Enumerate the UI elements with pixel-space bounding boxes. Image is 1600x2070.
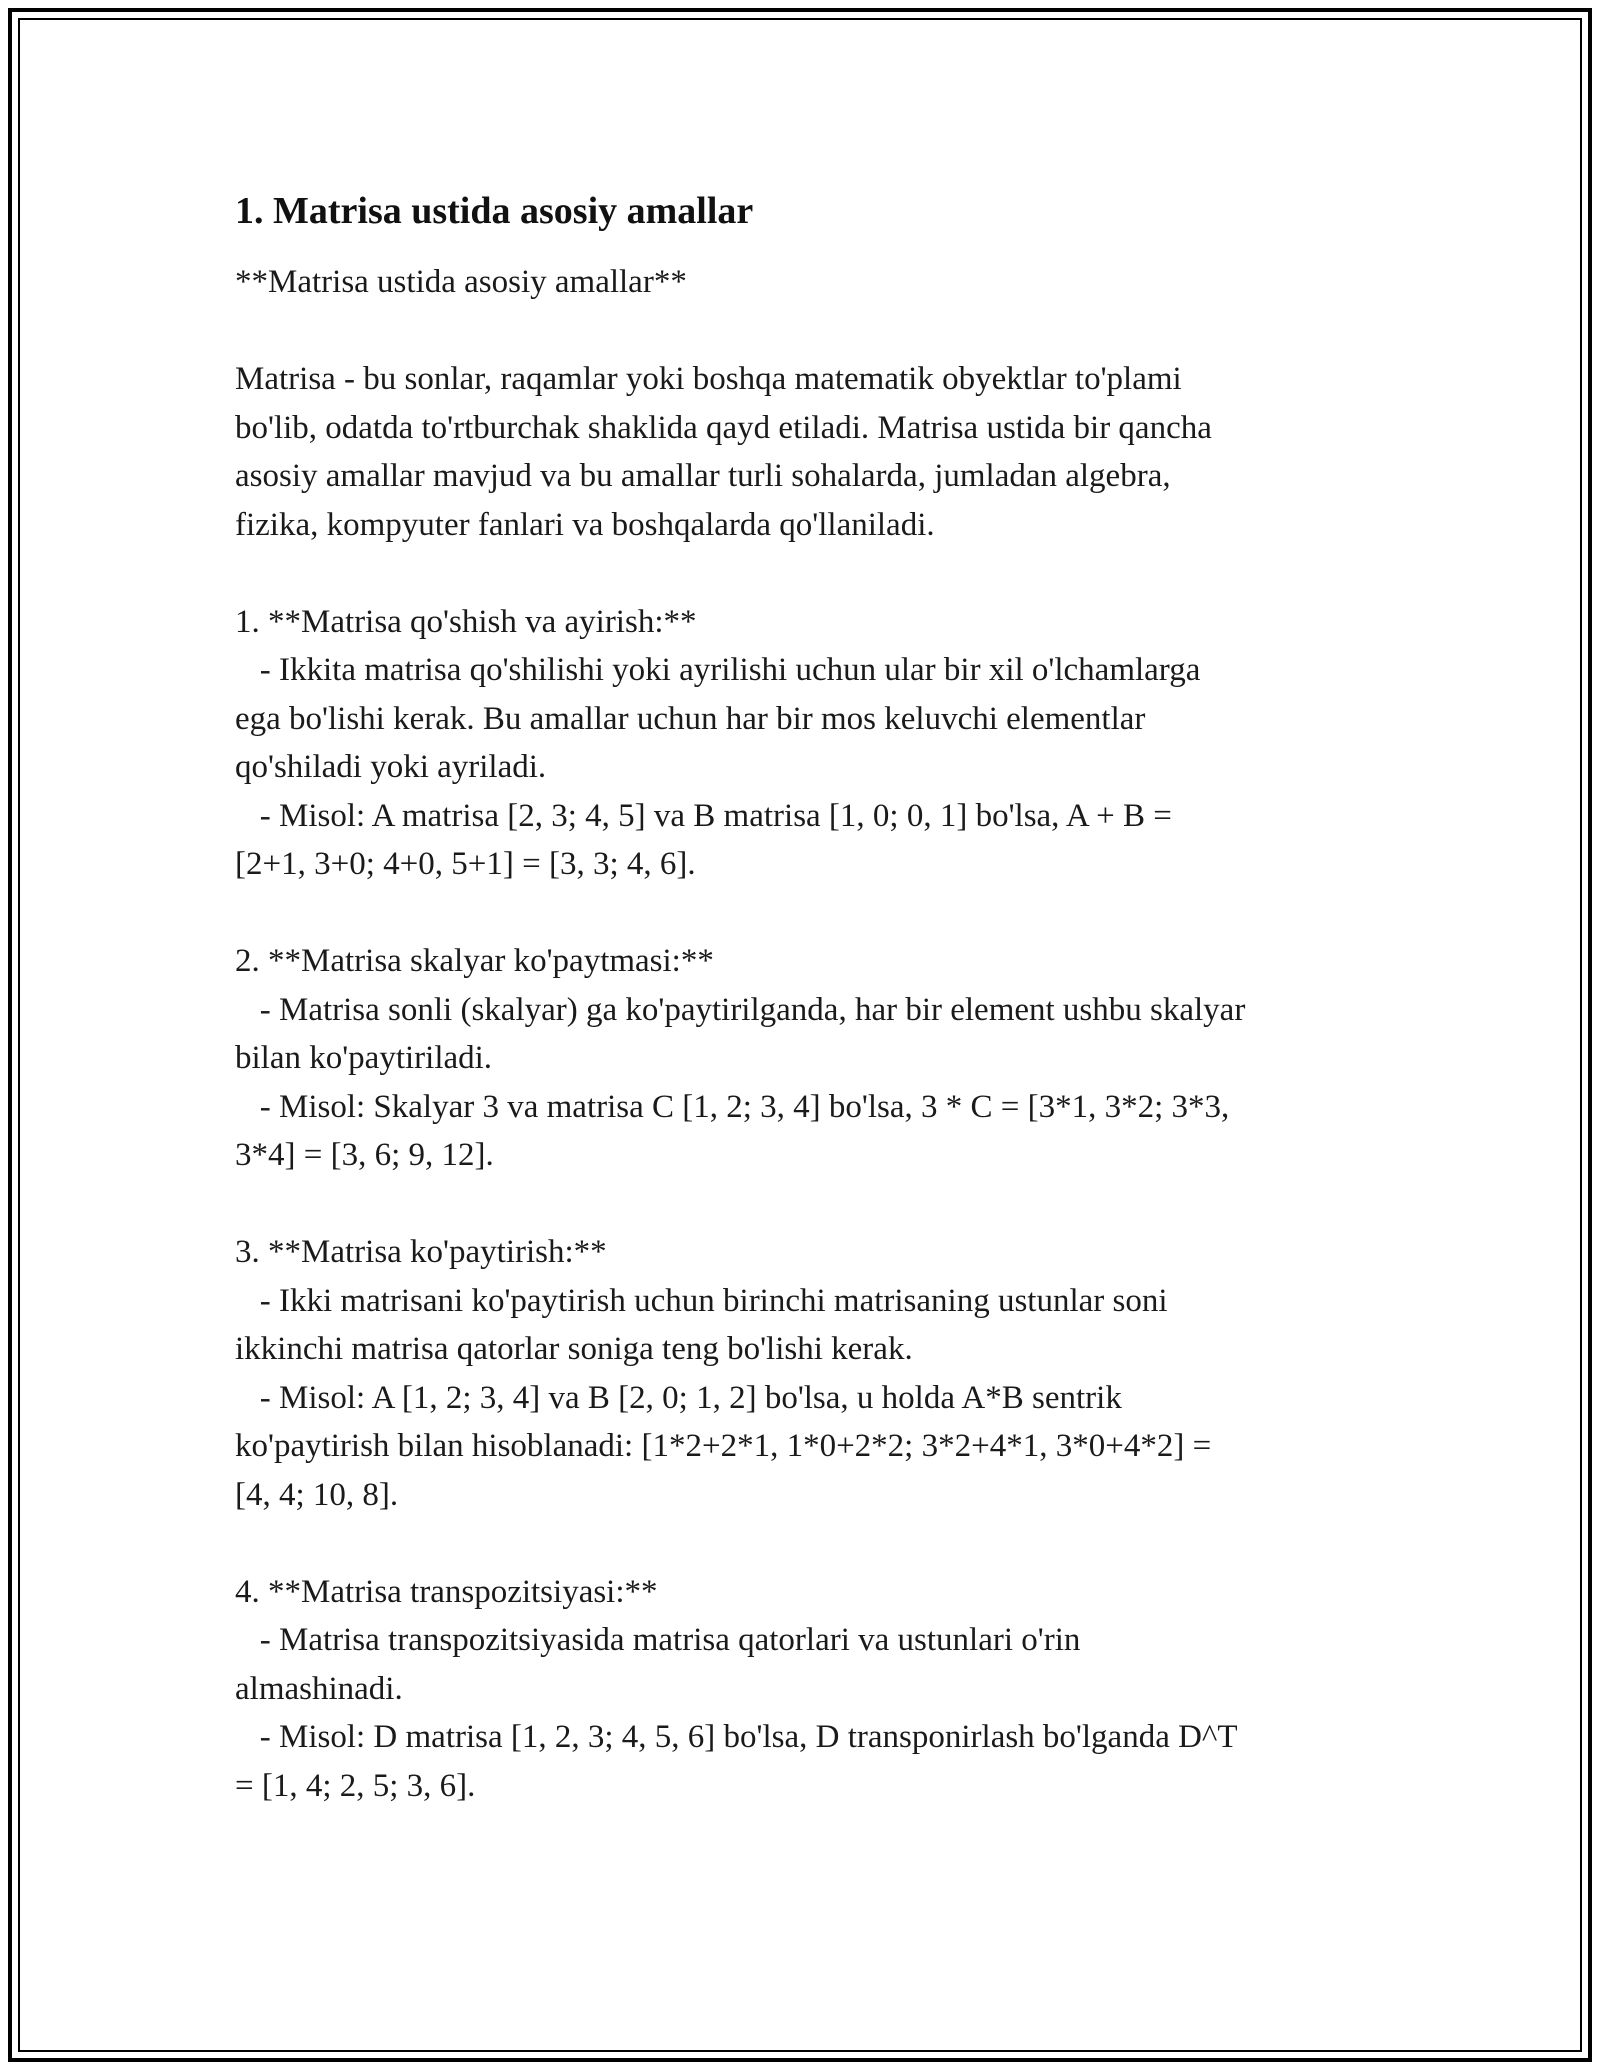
page-title: 1. Matrisa ustida asosiy amallar	[235, 190, 754, 232]
intro-paragraph: Matrisa - bu sonlar, raqamlar yoki boshqa matematik obyektlar to'plami bo'lib, odatda to'rtburchak shaklida qayd etiladi. Matrisa ustida bir qancha asosiy amallar mavjud va bu amallar turli sohalarda, jumladan algebra, fizika, kompyuter fanlari va boshqalarda qo'llaniladi.	[235, 361, 1212, 543]
section-multiplication	[235, 1228, 1365, 1519]
section-addition	[235, 598, 1365, 889]
section-text: - Ikki matrisani ko'paytirish uchun birinchi matrisaning ustunlar soni ikkinchi matrisa qatorlar soniga teng bo'lishi kerak.	[235, 1282, 1168, 1367]
section-title: 3. **Matrisa ko'paytirish:**	[235, 1234, 607, 1270]
section-example: - Misol: A matrisa [2, 3; 4, 5] va B matrisa [1, 0; 0, 1] bo'lsa, A + B = [2+1, 3+0; 4+0, 5+1] = [3, 3; 4, 6].	[235, 797, 1172, 882]
section-title: 2. **Matrisa skalyar ko'paytmasi:**	[235, 943, 714, 979]
section-scalar	[235, 937, 1365, 1180]
section-example: - Misol: D matrisa [1, 2, 3; 4, 5, 6] bo'lsa, D transponirlash bo'lganda D^T = [1, 4; 2, 5; 3, 6].	[235, 1719, 1238, 1804]
section-text: - Matrisa sonli (skalyar) ga ko'paytirilganda, har bir element ushbu skalyar bilan ko'paytiriladi.	[235, 991, 1246, 1076]
section-text: - Ikkita matrisa qo'shilishi yoki ayrilishi uchun ular bir xil o'lchamlarga ega bo'lishi kerak. Bu amallar uchun har bir mos keluvchi elementlar qo'shiladi yoki ayriladi.	[235, 652, 1201, 785]
section-text: - Matrisa transpozitsiyasida matrisa qatorlari va ustunlari o'rin almashinadi.	[235, 1622, 1081, 1707]
section-example: - Misol: A [1, 2; 3, 4] va B [2, 0; 1, 2] bo'lsa, u holda A*B sentrik ko'paytirish bilan hisoblanadi: [1*2+2*1, 1*0+2*2; 3*2+4*1, 3*0+4*2] = [4, 4; 10, 8].	[235, 1379, 1212, 1513]
section-transpose	[235, 1568, 1365, 1811]
section-title: 4. **Matrisa transpozitsiyasi:**	[235, 1573, 658, 1610]
document-subtitle: **Matrisa ustida asosiy amallar**	[235, 264, 687, 300]
document-body	[235, 186, 1365, 1810]
section-example: - Misol: Skalyar 3 va matrisa C [1, 2; 3, 4] bo'lsa, 3 * C = [3*1, 3*2; 3*3, 3*4] = [3, 6; 9, 12].	[235, 1088, 1230, 1173]
section-title: 1. **Matrisa qo'shish va ayirish:**	[235, 603, 697, 640]
